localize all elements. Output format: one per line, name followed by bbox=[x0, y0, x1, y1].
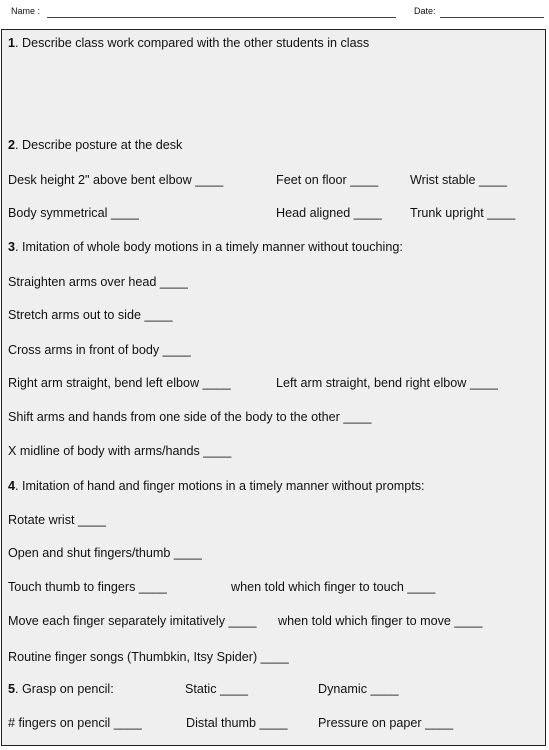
wrist-stable-item: Wrist stable ____ bbox=[410, 173, 508, 187]
right-arm-straight-item: Right arm straight, bend left elbow ____ bbox=[8, 376, 231, 390]
section-4-heading bbox=[8, 479, 425, 494]
left-arm-straight-item: Left arm straight, bend right elbow ____ bbox=[276, 376, 498, 390]
when-told-move-item: when told which finger to move ____ bbox=[278, 614, 483, 628]
form-header bbox=[0, 4, 549, 20]
section-5-heading bbox=[8, 682, 114, 697]
section-5-number: 5 bbox=[8, 682, 16, 696]
rotate-wrist-item: Rotate wrist ____ bbox=[8, 513, 107, 527]
section-1-title: . Describe class work compared with the other students in class bbox=[15, 36, 370, 50]
section-3-title: . Imitation of whole body motions in a timely manner without touching: bbox=[15, 240, 403, 254]
section-2-heading bbox=[8, 138, 182, 153]
head-aligned-item: Head aligned ____ bbox=[276, 206, 382, 220]
section-3-heading bbox=[8, 240, 403, 255]
cross-arms-item: Cross arms in front of body ____ bbox=[8, 343, 191, 357]
section-4-number: 4 bbox=[8, 479, 16, 493]
section-4-title: . Imitation of hand and finger motions in a timely manner without prompts: bbox=[15, 479, 425, 493]
dynamic-item: Dynamic ____ bbox=[318, 682, 399, 696]
section-1-heading bbox=[8, 36, 369, 51]
name-label: Name : bbox=[11, 6, 41, 16]
when-told-touch-item: when told which finger to touch ____ bbox=[231, 580, 436, 594]
section-2-number: 2 bbox=[8, 138, 16, 152]
touch-thumb-item: Touch thumb to fingers ____ bbox=[8, 580, 167, 594]
body-symmetrical-item: Body symmetrical ____ bbox=[8, 206, 139, 220]
section-2-title: . Describe posture at the desk bbox=[15, 138, 183, 152]
stretch-arms-item: Stretch arms out to side ____ bbox=[8, 308, 173, 322]
name-field[interactable] bbox=[47, 17, 396, 18]
date-label: Date: bbox=[414, 6, 436, 16]
straighten-arms-item: Straighten arms over head ____ bbox=[8, 275, 188, 289]
section-1-number: 1 bbox=[8, 36, 16, 50]
pressure-item: Pressure on paper ____ bbox=[318, 716, 454, 730]
x-midline-item: X midline of body with arms/hands ____ bbox=[8, 444, 232, 458]
section-3-number: 3 bbox=[8, 240, 16, 254]
distal-thumb-item: Distal thumb ____ bbox=[186, 716, 288, 730]
static-item: Static ____ bbox=[185, 682, 249, 696]
move-each-finger-item: Move each finger separately imitatively ____ bbox=[8, 614, 257, 628]
desk-height-item: Desk height 2" above bent elbow ____ bbox=[8, 173, 224, 187]
open-shut-item: Open and shut fingers/thumb ____ bbox=[8, 546, 202, 560]
date-field[interactable] bbox=[440, 17, 544, 18]
feet-on-floor-item: Feet on floor ____ bbox=[276, 173, 379, 187]
shift-arms-item: Shift arms and hands from one side of the body to the other ____ bbox=[8, 410, 372, 424]
section-5-title: . Grasp on pencil: bbox=[15, 682, 114, 696]
fingers-on-pencil-item: # fingers on pencil ____ bbox=[8, 716, 142, 730]
trunk-upright-item: Trunk upright ____ bbox=[410, 206, 516, 220]
finger-songs-item: Routine finger songs (Thumbkin, Itsy Spider) ____ bbox=[8, 650, 289, 664]
